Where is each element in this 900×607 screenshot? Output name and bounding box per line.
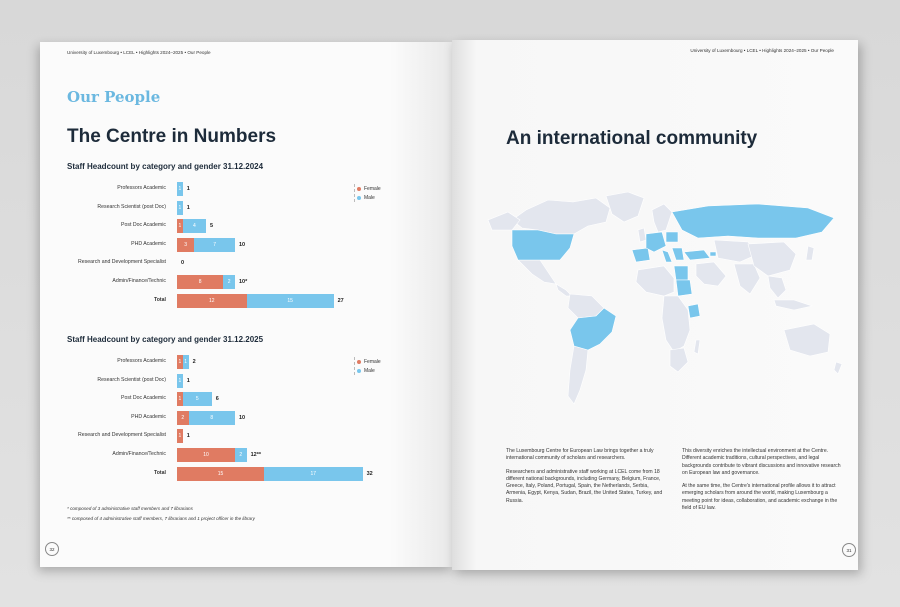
body-paragraph: At the same time, the Centre's international profile allows it to attract emerging scholars from around the world, making Luxembourg a meeting point for ideas, collaboration, and academic exchange in the field of EU law.	[682, 483, 838, 512]
map-usa	[512, 230, 574, 260]
category-label: Post Doc Academic	[121, 222, 166, 229]
body-column-1	[506, 448, 666, 511]
map-alaska	[488, 212, 520, 230]
map-australia	[784, 324, 830, 356]
map-kenya	[688, 304, 700, 318]
row-total-label: 2	[192, 359, 196, 365]
footnote-1: * composed of 3 administrative staff members and 7 librarians	[67, 506, 193, 511]
row-total-label: 6	[215, 396, 219, 403]
row-total-label: 1	[186, 433, 190, 440]
map-armenia	[710, 252, 716, 256]
left-page	[40, 42, 452, 567]
category-label: PHD Academic	[131, 413, 166, 420]
female-bar: 10	[177, 448, 235, 462]
category-label: Admin/Finance/Technic	[112, 451, 166, 457]
row-total-label: 5	[210, 223, 214, 230]
page-title: The Centre in Numbers	[67, 126, 277, 147]
female-bar: 1	[177, 392, 183, 406]
map-south-asia	[734, 264, 760, 294]
body-paragraph: The Luxembourg Centre for European Law brings together a truly international community of scholars and researchers.	[506, 448, 654, 462]
body-column-2	[682, 448, 842, 518]
male-bar: 1	[177, 374, 183, 388]
footnote-2: ** composed of 4 administrative staff members, 7 librarians and 1 project officer in the library	[67, 516, 255, 521]
legend-item	[357, 366, 381, 375]
map-russia	[672, 204, 834, 238]
male-bar: 17	[264, 467, 363, 481]
male-bar: 2	[223, 275, 235, 289]
male-bar: 4	[183, 219, 206, 233]
map-sudan	[676, 280, 692, 296]
map-portugal-spain	[632, 248, 650, 262]
category-label: PHD Academic	[131, 240, 166, 247]
category-label: Total	[153, 469, 166, 476]
male-bar: 1	[183, 355, 189, 369]
map-uk	[638, 228, 646, 242]
chart-legend	[357, 357, 381, 375]
female-bar: 3	[177, 238, 194, 252]
category-label: Research Scientist (post Doc)	[97, 203, 166, 210]
map-africa-south	[670, 348, 688, 372]
map-south-america-south	[568, 346, 588, 404]
legend-label: Male	[364, 367, 375, 374]
map-canada	[512, 198, 610, 234]
row-total-label: 1	[186, 186, 190, 192]
right-page	[452, 40, 858, 570]
map-southeast-asia	[768, 276, 786, 298]
male-bar: 5	[183, 392, 212, 406]
female-bar: 2	[177, 411, 189, 425]
male-bar: 7	[194, 238, 235, 252]
running-header-left: University of Luxembourg • LCEL • Highlights 2024–2025 • Our People	[67, 50, 211, 55]
map-western-europe	[646, 232, 666, 252]
map-africa-central	[662, 296, 690, 352]
world-map	[478, 190, 848, 430]
map-greenland	[606, 192, 644, 222]
map-balkans-greece	[672, 248, 684, 260]
female-bar: 15	[177, 467, 264, 481]
body-paragraph: This diversity enriches the intellectual environment at the Centre. Different academic traditions, cultural perspectives, and legal backgrounds contribute to vibrant discussions and innovative research on European law and governance.	[682, 448, 841, 476]
map-italy	[662, 250, 672, 262]
row-total-label: 10	[239, 414, 246, 421]
category-label: Professors Academic	[117, 358, 166, 364]
chart-title-2024: Staff Headcount by category and gender 31.12.2024	[67, 162, 264, 171]
female-bar: 8	[177, 275, 223, 289]
female-bar: 1	[177, 429, 183, 443]
section-label: Our People	[67, 88, 161, 106]
row-total-label: 32	[366, 470, 373, 477]
page-number-right: 31	[842, 543, 856, 557]
male-bar: 15	[247, 294, 334, 308]
map-africa-west	[636, 266, 674, 296]
running-header-right: University of Luxembourg • LCEL • Highlights 2024–2025 • Our People	[690, 48, 834, 53]
map-poland	[666, 232, 678, 242]
page-number-left: 32	[45, 542, 59, 556]
map-indonesia	[774, 300, 812, 310]
row-total-label: 1	[186, 377, 190, 384]
map-mexico	[518, 260, 556, 284]
row-total-label: 10	[239, 241, 246, 248]
category-label: Admin/Finance/Technic	[112, 278, 166, 284]
male-bar: 2	[235, 448, 247, 462]
map-new-zealand	[834, 362, 842, 374]
legend-item	[357, 357, 381, 366]
category-label: Research and Development Specialist	[78, 432, 166, 439]
legend-swatch	[357, 369, 361, 373]
legend-swatch	[357, 360, 361, 364]
legend-label: Female	[364, 185, 381, 192]
category-label: Research Scientist (post Doc)	[97, 376, 166, 383]
row-total-label: 12**	[250, 452, 261, 458]
map-middle-east	[696, 262, 726, 286]
category-label: Research and Development Specialist	[78, 259, 166, 266]
female-bar: 1	[177, 355, 183, 369]
male-bar: 1	[177, 182, 183, 196]
female-bar: 12	[177, 294, 247, 308]
male-bar: 8	[189, 411, 235, 425]
row-total-label: 0	[181, 260, 185, 267]
map-turkey	[684, 250, 710, 260]
map-japan	[806, 246, 814, 260]
category-label: Professors Academic	[117, 185, 166, 191]
map-egypt	[674, 266, 688, 280]
male-bar: 1	[177, 201, 183, 215]
category-label: Post Doc Academic	[121, 395, 166, 402]
body-paragraph: Researchers and administrative staff working at LCEL come from 18 different national backgrounds, including Germany, Belgium, France, Greece, Italy, Poland, Portugal, Spain, the Netherlands, Serbia, Armenia, Egypt, Kenya, Sudan, Brazil, the United States, Turkey, and Russia.	[506, 468, 663, 504]
map-madagascar	[694, 340, 700, 354]
row-total-label: 10*	[239, 279, 248, 285]
map-central-america	[556, 284, 572, 296]
legend-label: Female	[364, 358, 381, 365]
page-title-right: An international community	[506, 128, 758, 149]
female-bar: 1	[177, 219, 183, 233]
row-total-label: 27	[337, 297, 344, 304]
category-label: Total	[153, 296, 166, 303]
chart-title-2025: Staff Headcount by category and gender 31.12.2025	[67, 335, 264, 344]
legend-label: Male	[364, 194, 375, 201]
row-total-label: 1	[186, 204, 190, 211]
map-scandinavia	[652, 204, 672, 232]
